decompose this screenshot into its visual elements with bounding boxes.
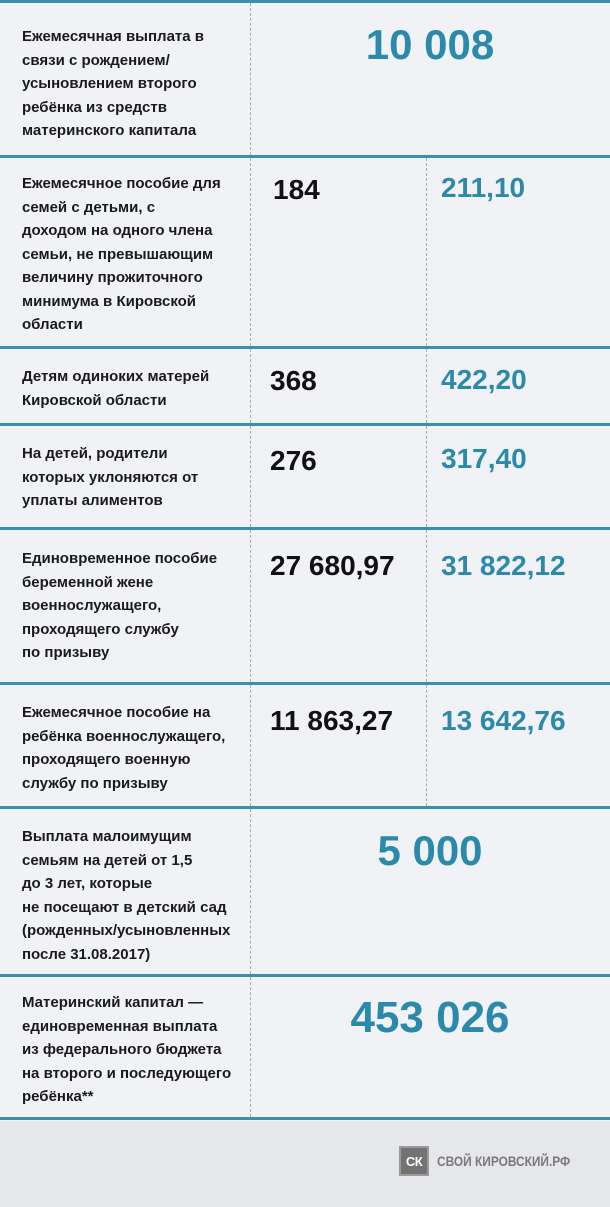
column-divider [250, 426, 251, 527]
column-divider [250, 349, 251, 423]
row-label: На детей, родители которых уклоняются от уплаты алиментов [22, 445, 199, 509]
new-value: 422,20 [441, 364, 527, 395]
table-row [0, 158, 610, 349]
site-logo[interactable] [399, 1146, 594, 1176]
old-value: 276 [270, 445, 317, 476]
old-value: 27 680,97 [270, 550, 395, 581]
row-label: Ежемесячное пособие для семей с детьми, с доходом на одного члена семьи, не превышающим величину прожиточного минимума в Кировской области [22, 175, 221, 333]
logo-mark: СК [399, 1146, 429, 1176]
new-value: 317,40 [441, 443, 527, 474]
row-label: Выплата малоимущим семьям на детей от 1,5 до 3 лет, которые не посещают в детский сад (рожденных/усыновленных после 31.08.2017) [22, 828, 231, 963]
row-value: 5 000 [377, 827, 483, 874]
table-row [0, 685, 610, 809]
column-divider [426, 530, 427, 682]
table-row [0, 530, 610, 685]
row-value: 453 026 [350, 993, 510, 1042]
row-label: Ежемесячное пособие на ребёнка военнослужащего, проходящего военную службу по призыву [22, 704, 226, 792]
new-value: 13 642,76 [441, 705, 566, 736]
logo-text: СВОЙ КИРОВСКИЙ.РФ [437, 1153, 571, 1169]
column-divider [426, 349, 427, 423]
table-row [0, 426, 610, 530]
column-divider [426, 426, 427, 527]
table-row [0, 0, 610, 158]
new-value: 211,10 [441, 172, 526, 203]
table-row [0, 349, 610, 426]
row-label: Ежемесячная выплата в связи с рождением/ усыновлением второго ребёнка из средств материнского капитала [22, 28, 204, 139]
row-value: 10 008 [365, 21, 495, 68]
table-row [0, 977, 610, 1120]
column-divider [426, 158, 427, 346]
column-divider [250, 685, 251, 806]
row-label: Единовременное пособие беременной жене военнослужащего, проходящего службу по призыву [22, 550, 218, 661]
old-value: 368 [270, 365, 317, 396]
row-label: Детям одиноких матерей Кировской области [22, 368, 210, 409]
column-divider [250, 530, 251, 682]
new-value: 31 822,12 [441, 550, 566, 581]
footer [0, 1121, 610, 1207]
column-divider [426, 685, 427, 806]
old-value: 184 [273, 174, 320, 205]
table-row [0, 809, 610, 977]
old-value: 11 863,27 [270, 705, 394, 736]
row-label: Материнский капитал — единовременная выплата из федерального бюджета на второго и последующего ребёнка** [22, 994, 232, 1105]
column-divider [250, 158, 251, 346]
